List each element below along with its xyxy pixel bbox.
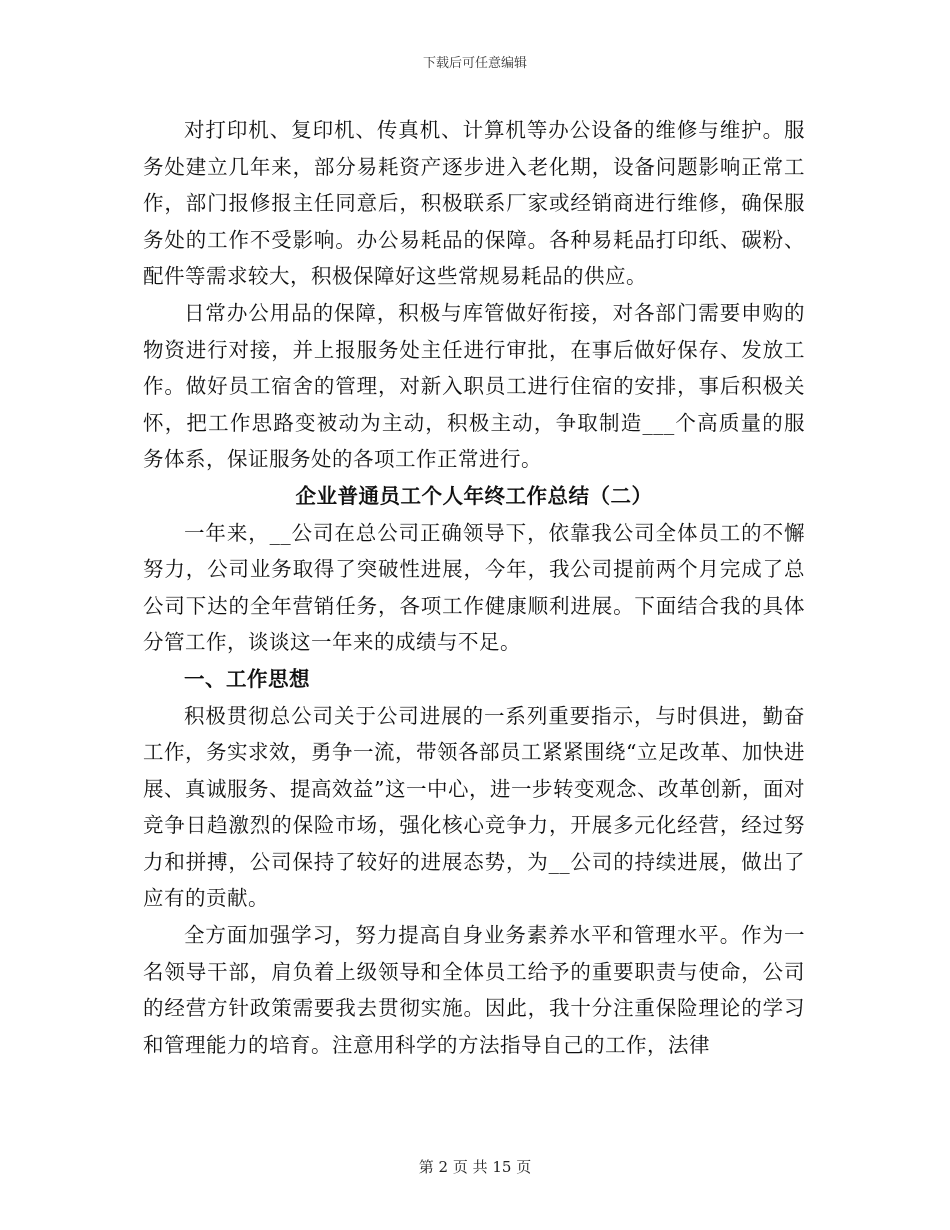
page-footer-pagination: 第 2 页 共 15 页 [418, 1158, 532, 1176]
paragraph-equipment-maintenance: 对打印机、复印机、传真机、计算机等办公设备的维修与维护。服务处建立几年来，部分易耗资产逐步进入老化期，设备问题影响正常工作，部门报修报主任同意后，积极联系厂家或经销商进行维修，确保服务处的工作不受影响。办公易耗品的保障。各种易耗品打印纸、碳粉、配件等需求较大，积极保障好这些常规易耗品的供应。 [143, 118, 805, 289]
paragraph-year-overview: 一年来，__公司在总公司正确领导下，依靠我公司全体员工的不懈努力，公司业务取得了突破性进展，今年，我公司提前两个月完成了总公司下达的全年营销任务，各项工作健康顺利进展。下面结合我的具体分管工作，谈谈这一年来的成绩与不足。 [143, 520, 805, 655]
paragraph-study: 全方面加强学习，努力提高自身业务素养水平和管理水平。作为一名领导干部，肩负着上级领导和全体员工给予的重要职责与使命，公司的经营方针政策需要我去贯彻实施。因此，我十分注重保险理论的学习和管理能力的培育。注意用科学的方法指导自己的工作，法律 [143, 923, 805, 1057]
document-body [143, 112, 805, 1063]
paragraph-office-supplies: 日常办公用品的保障，积极与库管做好衔接，对各部门需要申购的物资进行对接，并上报服务处主任进行审批，在事后做好保存、发放工作。做好员工宿舍的管理，对新入职员工进行住宿的安排，事后积极关怀，把工作思路变被动为主动，积极主动，争取制造___个高质量的服务体系，保证服务处的各项工作正常进行。 [143, 300, 805, 472]
section-title: 企业普通员工个人年终工作总结（二） [295, 483, 653, 508]
paragraph-work-thinking: 积极贯彻总公司关于公司进展的一系列重要指示，与时俱进，勤奋工作，务实求效，勇争一流，带领各部员工紧紧围绕“立足改革、加快进展、真诚服务、提高效益”这一中心，进一步转变观念、改革创新，面对竞争日趋激烈的保险市场，强化核心竞争力，开展多元化经营，经过努力和拼搏，公司保持了较好的进展态势，为__公司的持续进展，做出了应有的贡献。 [143, 703, 805, 911]
heading-work-thinking: 一、工作思想 [184, 666, 310, 691]
page-header-note: 下载后可任意编辑 [422, 56, 527, 71]
